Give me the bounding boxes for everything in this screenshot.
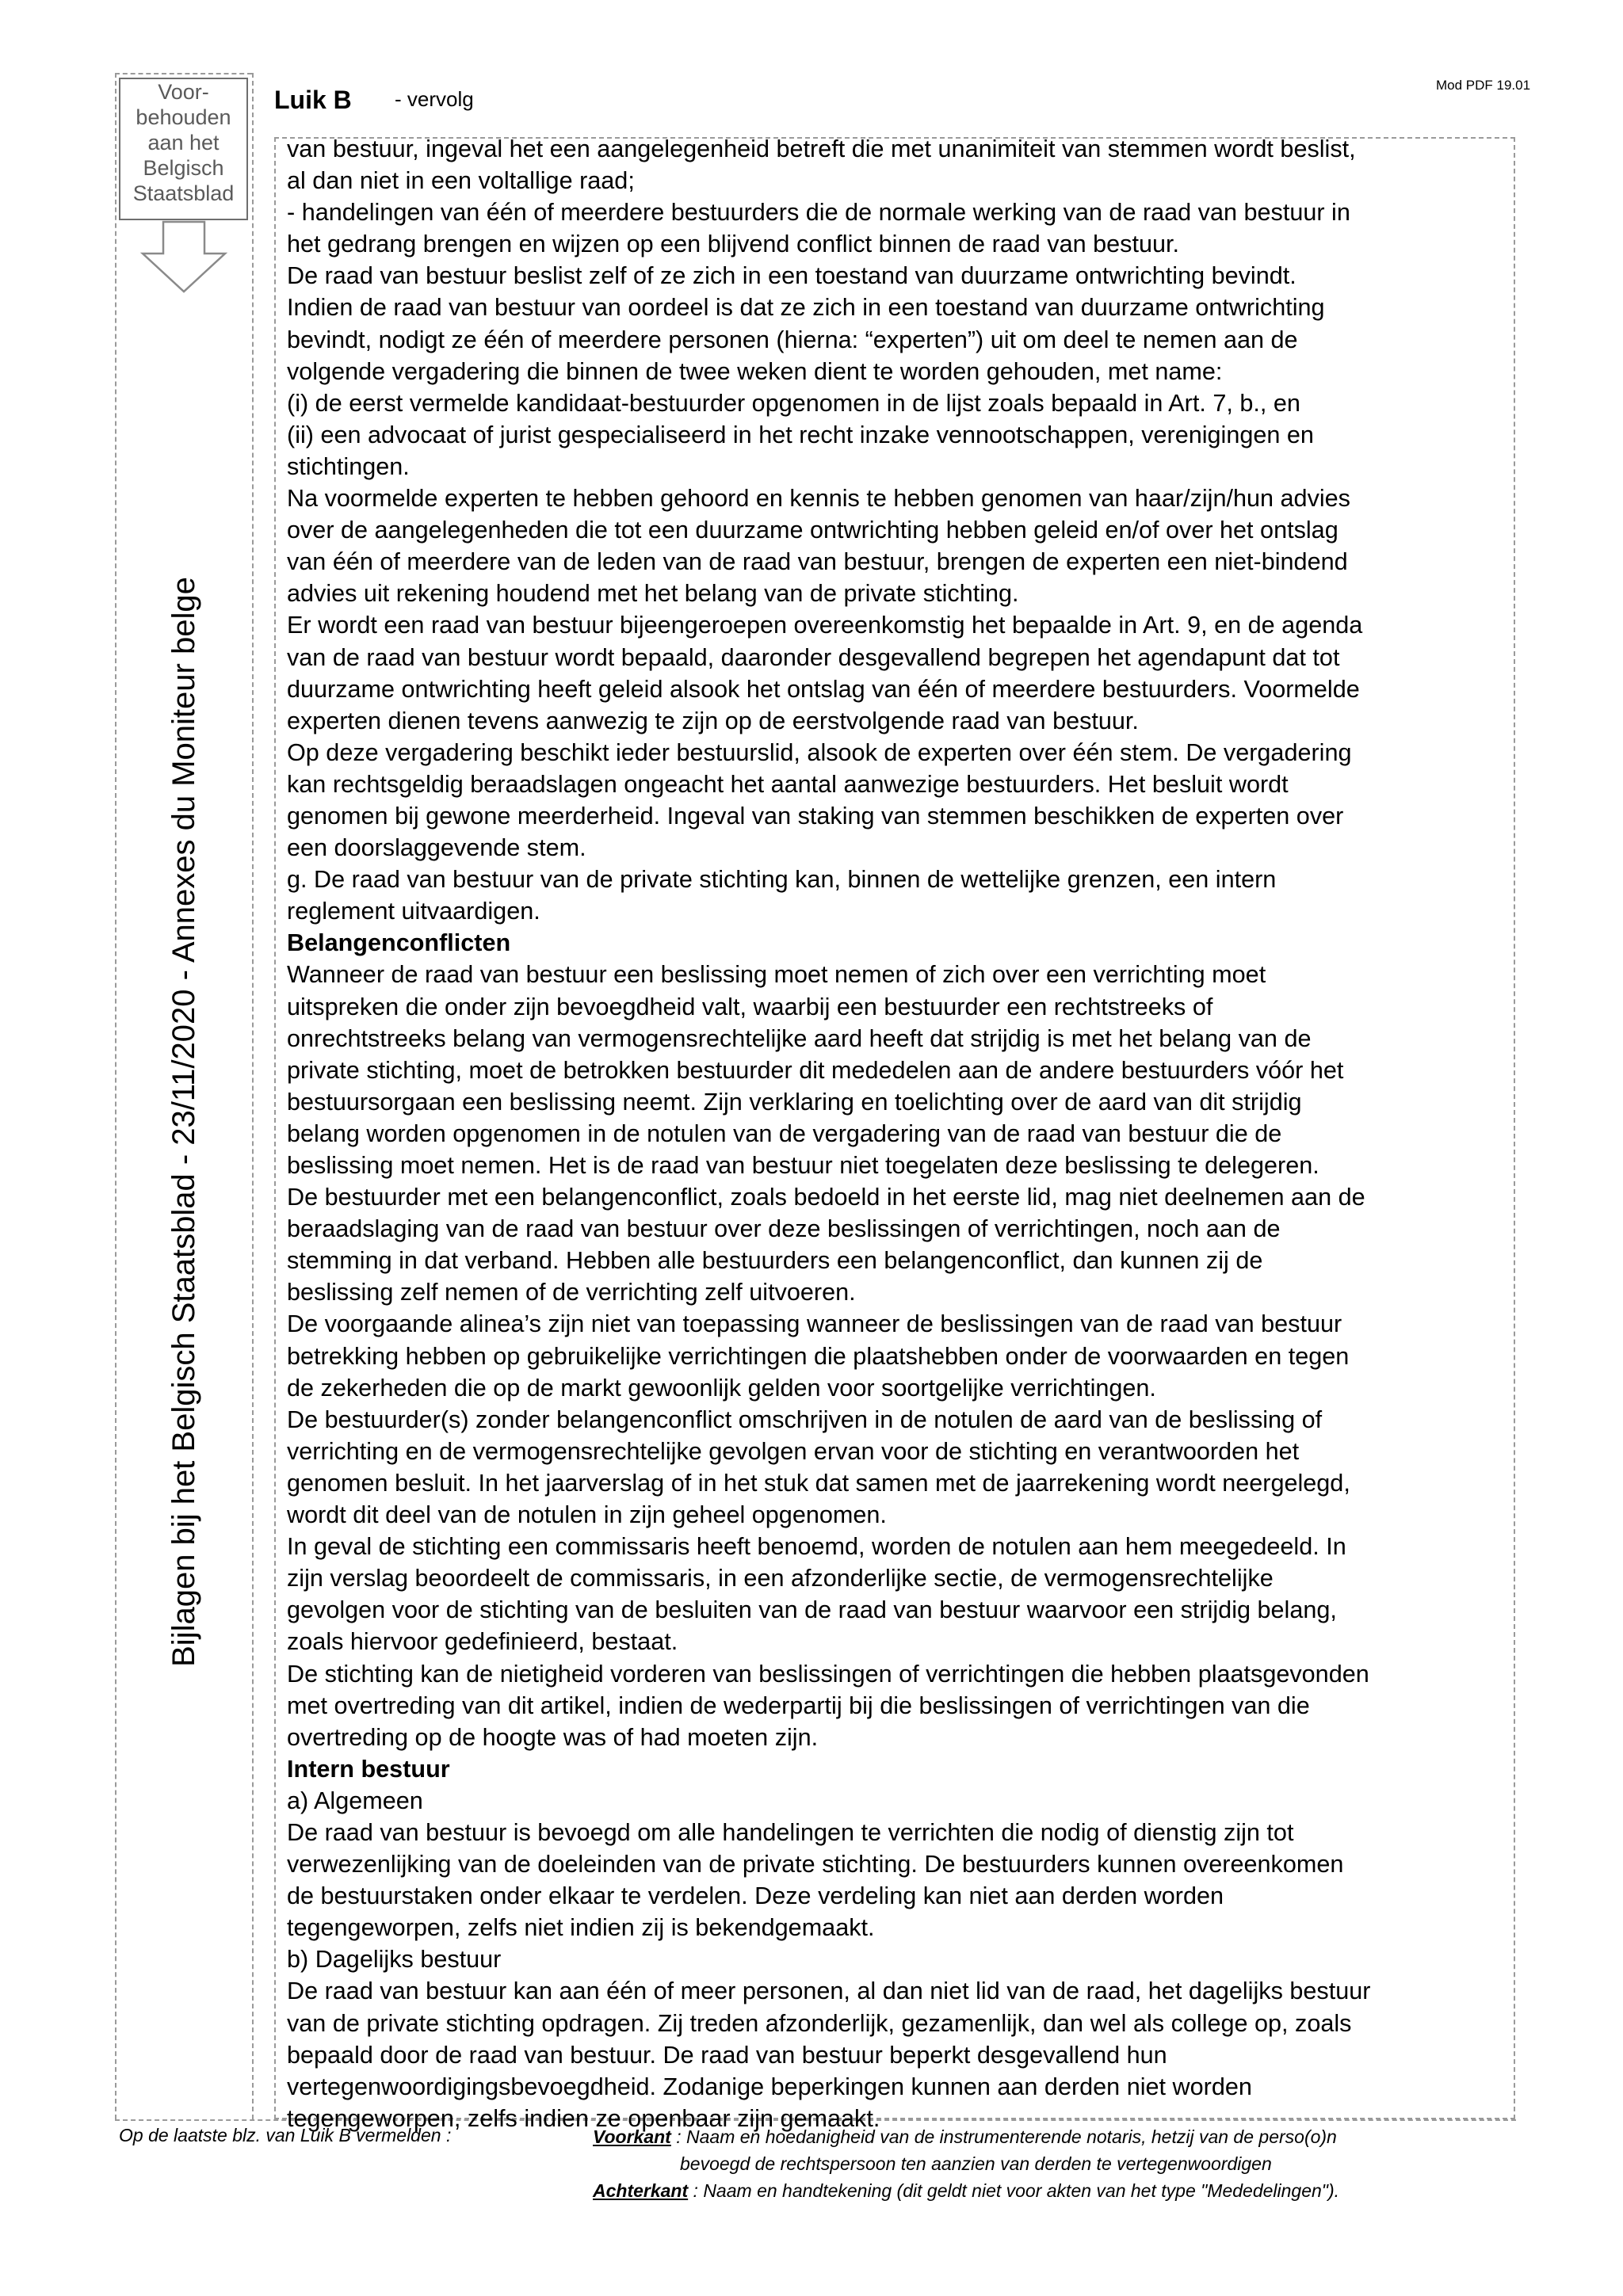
text-line: a) Algemeen <box>287 1787 423 1814</box>
text-line: (i) de eerst vermelde kandidaat-bestuurder opgenomen in de lijst zoals bepaald in Art. 7, b., en <box>287 389 1300 417</box>
text-line: Wanneer de raad van bestuur een beslissing moet nemen of zich over een verrichting moet <box>287 961 1266 989</box>
text-line: belang worden opgenomen in de notulen van de vergadering van de raad van bestuur die de <box>287 1119 1282 1147</box>
text-line: van bestuur, ingeval het een aangelegenheid betreft die met unanimiteit van stemmen wordt beslist, <box>287 135 1356 162</box>
text-line: private stichting, moet de betrokken bestuurder dit mededelen aan de andere bestuurders vóór het <box>287 1056 1344 1084</box>
reserved-line: aan het <box>147 131 220 154</box>
frame-middle-border <box>252 73 254 2119</box>
footer-instruction: Op de laatste blz. van Luik B vermelden : <box>119 2125 452 2145</box>
text-line: De raad van bestuur is bevoegd om alle handelingen te verrichten die nodig of dienstig zijn tot <box>287 1818 1294 1846</box>
text-line: van één of meerdere van de leden van de raad van bestuur, brengen de experten een niet-bindend <box>287 548 1348 576</box>
text-line: betrekking hebben op gebruikelijke verrichtingen die plaatshebben onder de voorwaarden en tegen <box>287 1342 1350 1370</box>
text-line: tegengeworpen, zelfs indien ze openbaar zijn gemaakt. <box>287 2104 880 2132</box>
text-line: zijn verslag beoordeelt de commissaris, in een afzonderlijke sectie, de vermogensrechtelijke <box>287 1565 1274 1592</box>
vervolg-label: - vervolg <box>395 87 474 111</box>
text-line: kan rechtsgeldig beraadslagen ongeacht het aantal aanwezige bestuurders. Het besluit wordt <box>287 770 1289 798</box>
text-line: bepaald door de raad van bestuur. De raad van bestuur beperkt desgevallend hun <box>287 2041 1167 2069</box>
text-line: tegengeworpen, zelfs niet indien zij is bekendgemaakt. <box>287 1914 875 1942</box>
text-line: wordt dit deel van de notulen in zijn geheel opgenomen. <box>287 1501 887 1529</box>
text-line: genomen bij gewone meerderheid. Ingeval van staking van stemmen beschikken de experten over <box>287 802 1344 830</box>
text-line: stemming in dat verband. Hebben alle bestuurders een belangenconflict, dan kunnen zij de <box>287 1247 1263 1275</box>
text-line: De voorgaande alinea’s zijn niet van toepassing wanneer de beslissingen van de raad van bestuur <box>287 1310 1342 1338</box>
reserved-line: Voor- <box>158 80 209 104</box>
frame-left-border <box>115 73 116 2119</box>
text-line: de zekerheden die op de markt gewoonlijk gelden voor soortgelijke verrichtingen. <box>287 1374 1156 1402</box>
side-publication-text: Bijlagen bij het Belgisch Staatsblad - 23/11/2020 - Annexes du Moniteur belge <box>166 577 201 1667</box>
text-line: van de raad van bestuur wordt bepaald, daaronder desgevallend begrepen het agendapunt dat tot <box>287 643 1340 671</box>
text-line: experten dienen tevens aanwezig te zijn op de eerstvolgende raad van bestuur. <box>287 707 1139 734</box>
frame-top-border <box>115 73 252 74</box>
down-arrow-icon <box>139 220 228 295</box>
text-line: verwezenlijking van de doeleinden van de private stichting. De bestuurders kunnen overeenkomen <box>287 1851 1344 1878</box>
text-line: genomen besluit. In het jaarverslag of in het stuk dat samen met de jaarrekening wordt neergelegd, <box>287 1469 1350 1497</box>
text-line: volgende vergadering die binnen de twee weken dient te worden gehouden, met name: <box>287 357 1223 385</box>
text-line: met overtreding van dit artikel, indien de wederpartij bij die beslissingen of verrichtingen van die <box>287 1691 1310 1719</box>
text-line: bestuursorgaan een beslissing neemt. Zijn verklaring en toelichting over de aard van dit strijdig <box>287 1088 1302 1116</box>
text-line: reglement uitvaardigen. <box>287 898 540 925</box>
text-line: een doorslaggevende stem. <box>287 834 586 862</box>
text-line: beslissing moet nemen. Het is de raad van bestuur niet toegelaten deze beslissing te delegeren. <box>287 1152 1319 1179</box>
text-line: (ii) een advocaat of jurist gespecialiseerd in het recht inzake vennootschappen, verenigingen en <box>287 421 1314 448</box>
achterkant-label: Achterkant <box>593 2180 689 2201</box>
text-line: In geval de stichting een commissaris heeft benoemd, worden de notulen aan hem meegedeeld. In <box>287 1533 1346 1561</box>
text-line: b) Dagelijks bestuur <box>287 1946 502 1974</box>
reserved-line: Staatsblad <box>132 181 235 205</box>
text-line: beslissing zelf nemen of de verrichting zelf uitvoeren. <box>287 1279 856 1306</box>
footer-voorkant-continued: bevoegd de rechtspersoon ten aanzien van derden te vertegenwoordigen <box>680 2153 1272 2174</box>
text-line: de bestuurstaken onder elkaar te verdelen. Deze verdeling kan niet aan derden worden <box>287 1882 1224 1910</box>
text-line: vertegenwoordigingsbevoegdheid. Zodanige beperkingen kunnen aan derden niet worden <box>287 2073 1252 2100</box>
reserved-line: behouden <box>136 105 231 129</box>
text-line: De stichting kan de nietigheid vorderen van beslissingen of verrichtingen die hebben plaatsgevonden <box>287 1660 1369 1688</box>
text-line: beraadslaging van de raad van bestuur over deze beslissingen of verrichtingen, noch aan de <box>287 1215 1281 1243</box>
text-line: stichtingen. <box>287 452 410 480</box>
text-line: van de private stichting opdragen. Zij treden afzonderlijk, gezamenlijk, dan wel als college op, zoals <box>287 2009 1352 2037</box>
footer-achterkant <box>593 2180 1339 2202</box>
text-line: duurzame ontwrichting heeft geleid alsook het ontslag van één of meerdere bestuurders. Voormelde <box>287 675 1360 703</box>
text-line: De raad van bestuur kan aan één of meer personen, al dan niet lid van de raad, het dagelijks bestuur <box>287 1978 1371 2005</box>
body-text <box>287 133 1514 2134</box>
text-line: Indien de raad van bestuur van oordeel is dat ze zich in een toestand van duurzame ontwrichting <box>287 294 1325 322</box>
model-version: Mod PDF 19.01 <box>1436 78 1531 93</box>
luik-title: Luik B <box>274 86 352 114</box>
text-line: De bestuurder met een belangenconflict, zoals bedoeld in het eerste lid, mag niet deelnemen aan de <box>287 1184 1365 1211</box>
achterkant-text: : Naam en handtekening (dit geldt niet voor akten van het type "Mededelingen"). <box>688 2180 1340 2201</box>
text-line: uitspreken die onder zijn bevoegdheid valt, waarbij een bestuurder een rechtstreeks of <box>287 993 1213 1020</box>
voorkant-text: : Naam en hoedanigheid van de instrumenterende notaris, hetzij van de perso(o)n <box>670 2126 1337 2147</box>
text-line: Op deze vergadering beschikt ieder bestuurslid, alsook de experten over één stem. De vergadering <box>287 738 1352 766</box>
text-line: verrichting en de vermogensrechtelijke gevolgen ervan voor de stichting en verantwoorden het <box>287 1437 1300 1465</box>
text-line: - handelingen van één of meerdere bestuurders die de normale werking van de raad van bestuur in <box>287 199 1350 227</box>
text-line: zoals hiervoor gedefinieerd, bestaat. <box>287 1628 678 1656</box>
text-line: overtreding op de hoogte was of had moeten zijn. <box>287 1723 819 1751</box>
text-line: Er wordt een raad van bestuur bijeengeroepen overeenkomstig het bepaalde in Art. 9, en de agenda <box>287 612 1363 639</box>
reserved-line: Belgisch <box>143 156 224 180</box>
text-line: al dan niet in een voltallige raad; <box>287 167 635 195</box>
section-heading: Intern bestuur <box>287 1755 450 1783</box>
text-line: bevindt, nodigt ze één of meerdere personen (hierna: “experten”) uit om deel te nemen aan de <box>287 326 1298 353</box>
text-line: over de aangelegenheden die tot een duurzame ontwrichting hebben geleid en/of over het ontslag <box>287 517 1338 544</box>
text-line: gevolgen voor de stichting van de besluiten van de raad van bestuur waarvoor een strijdig belang, <box>287 1596 1337 1624</box>
text-line: De bestuurder(s) zonder belangenconflict omschrijven in de notulen de aard van de beslissing of <box>287 1405 1323 1433</box>
reserved-box <box>119 78 248 220</box>
text-line: het gedrang brengen en wijzen op een blijvend conflict binnen de raad van bestuur. <box>287 231 1179 258</box>
text-line: g. De raad van bestuur van de private stichting kan, binnen de wettelijke grenzen, een intern <box>287 866 1277 894</box>
footer-voorkant <box>593 2126 1337 2148</box>
section-heading: Belangenconflicten <box>287 929 511 957</box>
text-line: De raad van bestuur beslist zelf of ze zich in een toestand van duurzame ontwrichting bevindt. <box>287 262 1296 290</box>
text-line: Na voormelde experten te hebben gehoord en kennis te hebben genomen van haar/zijn/hun advies <box>287 485 1350 513</box>
voorkant-label: Voorkant <box>593 2126 671 2147</box>
text-line: advies uit rekening houdend met het belang van de private stichting. <box>287 580 1019 608</box>
text-line: onrechtstreeks belang van vermogensrechtelijke aard heeft dat strijdig is met het belang van de <box>287 1024 1312 1052</box>
